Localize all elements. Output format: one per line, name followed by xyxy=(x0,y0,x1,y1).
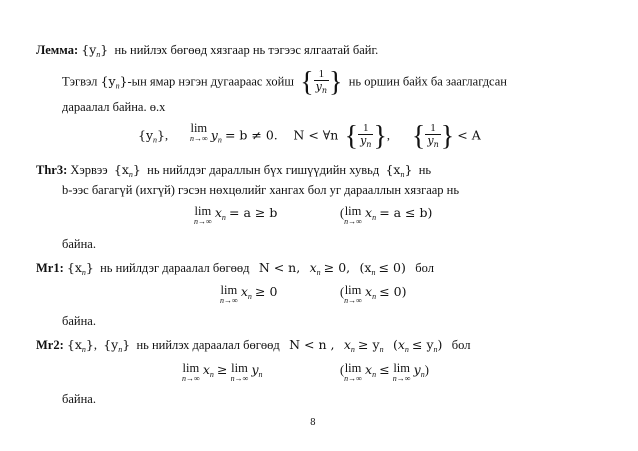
lemma-then-line: Тэгвэл $\{y_n\}-ын$ ямар нэгэн дугаараас хойш { $\frac{1}{y_n}$ } нь оршин байх ба зааглагдсан xyxy=(62,66,507,98)
thr3-tail: байна. xyxy=(62,237,96,251)
one-over-yn: $\frac{1}{y_n}$ xyxy=(315,68,328,95)
mr2-tail: байна. xyxy=(62,392,96,406)
mr1-formula: lim n→∞ $x_n \ge 0$ xyxy=(220,283,278,305)
lemma-formula: $\{y_n\}$, lim n→∞ $y_n = b \ne 0$. N < ∀n { $\frac{1}{y_n}$ }, { $\frac{1}{y_n}$ } < A xyxy=(138,120,481,152)
lemma-statement: Лемма: $\{y_n\}$ нь нийлэх бөгөөд хязгаар нь тэгээс ялгаатай байг. xyxy=(36,42,379,59)
limit-operator: lim n→∞ xyxy=(189,121,208,143)
thr3-statement-2: b-ээс багагүй (ихгүй) гэсэн нөхцөлийг хангах бол уг дарааллын хязгаар нь xyxy=(62,183,460,197)
mr1-statement: Mr1: $\{x_n\}$ нь нийлдэг дараалал бөгөөд N < n, $x_n \ge 0$, $(x_n \le 0)$ бол xyxy=(36,260,434,277)
lemma-then-line-2: дараалал байна. ө.х xyxy=(62,100,166,114)
thr3-statement: Thr3: Хэрвээ $\{x_n\}$ нь нийлдэг дараллын бүх гишүүдийн хувьд $\{x_n\}$ нь xyxy=(36,162,432,179)
mr2-formula: lim n→∞ $x_n$ ≥ lim n→∞ $y_n$ xyxy=(182,361,263,383)
thr3-formula: lim n→∞ $x_n = a \ge b$ xyxy=(194,204,278,226)
lemma-label: Лемма: xyxy=(36,43,79,57)
page-number: 8 xyxy=(310,418,316,428)
thr3-formula-alt: ( lim n→∞ $x_n = a \le b$) xyxy=(340,204,433,226)
mr2-label: Mr2: xyxy=(36,338,64,352)
mr2-statement: Mr2: $\{x_n\}$, $\{y_n\}$ нь нийлэх дараалал бөгөөд N < n , $x_n \ge y_n$ $(x_n \le y_n)$ бол xyxy=(36,337,471,354)
mr2-formula-alt: ( lim n→∞ $x_n$ ≤ lim n→∞ $y_n$) xyxy=(340,361,429,383)
mr1-label: Mr1: xyxy=(36,261,64,275)
thr3-label: Thr3: xyxy=(36,163,68,177)
mr1-formula-alt: ( lim n→∞ $x_n \le 0$) xyxy=(340,283,407,305)
mr1-tail: байна. xyxy=(62,314,96,328)
